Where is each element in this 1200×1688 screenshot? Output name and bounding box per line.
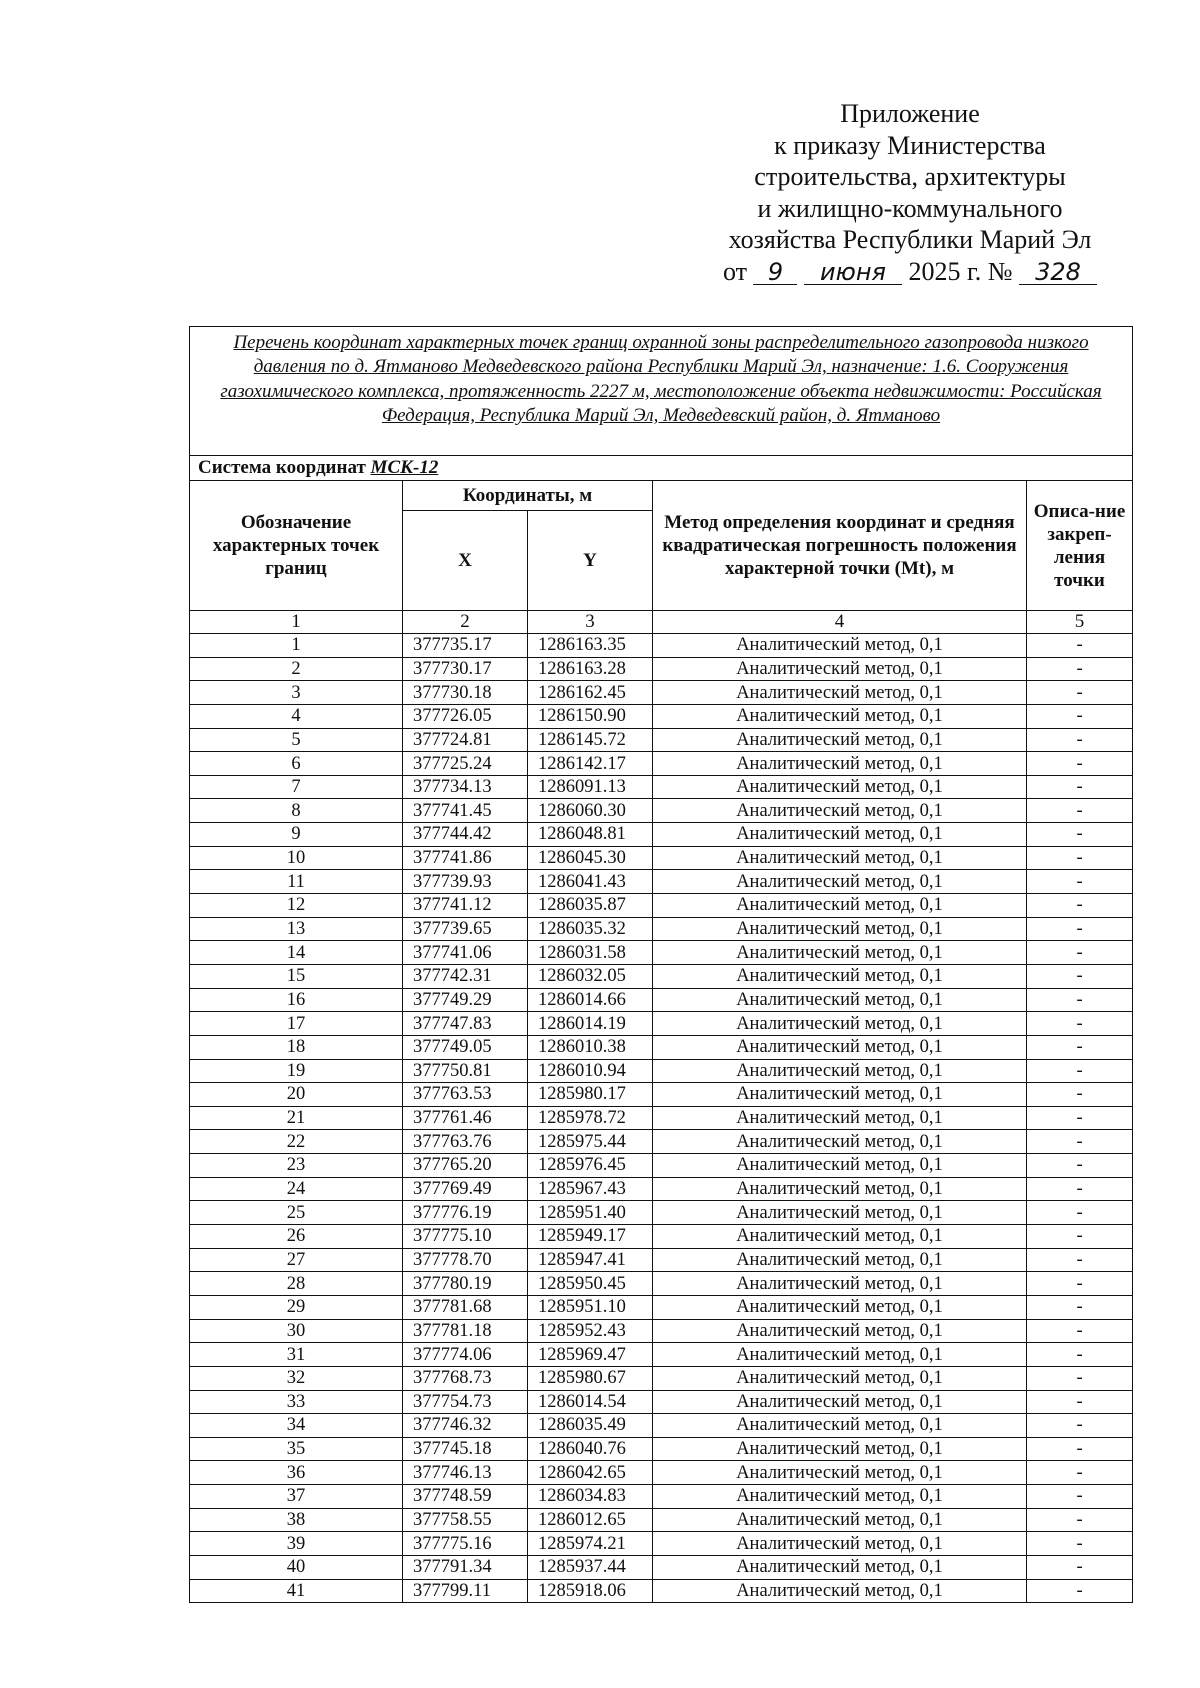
- y-coordinate-cell: 1286034.83: [528, 1485, 653, 1509]
- method-cell: Аналитический метод, 0,1: [653, 1508, 1027, 1532]
- y-coordinate-cell: 1286035.32: [528, 917, 653, 941]
- x-coordinate-cell: 377750.81: [403, 1059, 528, 1083]
- method-cell: Аналитический метод, 0,1: [653, 1201, 1027, 1225]
- table-row: [190, 1461, 1133, 1485]
- description-cell: -: [1027, 823, 1133, 847]
- x-coordinate-cell: 377744.42: [403, 823, 528, 847]
- order-date-line: [690, 256, 1130, 288]
- point-number-cell: 31: [190, 1343, 403, 1367]
- table-row: [190, 799, 1133, 823]
- y-coordinate-cell: 1286045.30: [528, 846, 653, 870]
- description-cell: -: [1027, 1083, 1133, 1107]
- point-number-cell: 38: [190, 1508, 403, 1532]
- description-cell: -: [1027, 1295, 1133, 1319]
- point-number-cell: 3: [190, 681, 403, 705]
- y-coordinate-cell: 1286035.49: [528, 1414, 653, 1438]
- table-row: [190, 1035, 1133, 1059]
- description-cell: -: [1027, 752, 1133, 776]
- description-cell: -: [1027, 1343, 1133, 1367]
- date-prefix: от: [722, 256, 747, 286]
- point-number-cell: 22: [190, 1130, 403, 1154]
- y-coordinate-cell: 1286040.76: [528, 1437, 653, 1461]
- x-coordinate-cell: 377791.34: [403, 1555, 528, 1579]
- handwritten-order-number: 328: [1019, 260, 1097, 285]
- handwritten-month: июня: [804, 260, 902, 285]
- table-row: [190, 846, 1133, 870]
- method-cell: Аналитический метод, 0,1: [653, 1106, 1027, 1130]
- point-number-cell: 40: [190, 1555, 403, 1579]
- point-number-cell: 25: [190, 1201, 403, 1225]
- date-year: 2025 г. №: [908, 256, 1013, 286]
- method-cell: Аналитический метод, 0,1: [653, 799, 1027, 823]
- coordinates-rows: [190, 634, 1133, 1603]
- x-coordinate-cell: 377775.16: [403, 1532, 528, 1556]
- description-cell: -: [1027, 964, 1133, 988]
- appendix-line: и жилищно-коммунального: [757, 193, 1063, 223]
- table-row: [190, 752, 1133, 776]
- x-coordinate-cell: 377775.10: [403, 1225, 528, 1249]
- table-row: [190, 988, 1133, 1012]
- x-coordinate-cell: 377749.05: [403, 1035, 528, 1059]
- y-coordinate-cell: 1285974.21: [528, 1532, 653, 1556]
- point-number-cell: 17: [190, 1012, 403, 1036]
- description-cell: -: [1027, 1390, 1133, 1414]
- method-cell: Аналитический метод, 0,1: [653, 1154, 1027, 1178]
- table-row: [190, 823, 1133, 847]
- method-cell: Аналитический метод, 0,1: [653, 1343, 1027, 1367]
- method-cell: Аналитический метод, 0,1: [653, 1485, 1027, 1509]
- method-cell: Аналитический метод, 0,1: [653, 964, 1027, 988]
- x-coordinate-cell: 377747.83: [403, 1012, 528, 1036]
- table-row: [190, 1201, 1133, 1225]
- method-cell: Аналитический метод, 0,1: [653, 1319, 1027, 1343]
- method-cell: Аналитический метод, 0,1: [653, 1437, 1027, 1461]
- point-number-cell: 18: [190, 1035, 403, 1059]
- description-cell: -: [1027, 846, 1133, 870]
- point-number-cell: 29: [190, 1295, 403, 1319]
- table-row: [190, 917, 1133, 941]
- x-coordinate-cell: 377739.93: [403, 870, 528, 894]
- description-cell: -: [1027, 657, 1133, 681]
- header-description: Описа-ние закреп-ления точки: [1027, 481, 1133, 611]
- x-coordinate-cell: 377746.32: [403, 1414, 528, 1438]
- y-coordinate-cell: 1286060.30: [528, 799, 653, 823]
- handwritten-day: 9: [753, 260, 797, 285]
- y-coordinate-cell: 1286012.65: [528, 1508, 653, 1532]
- description-cell: -: [1027, 634, 1133, 658]
- table-row: [190, 1532, 1133, 1556]
- x-coordinate-cell: 377768.73: [403, 1366, 528, 1390]
- description-cell: -: [1027, 1485, 1133, 1509]
- description-cell: -: [1027, 1035, 1133, 1059]
- description-cell: -: [1027, 1130, 1133, 1154]
- table-row: [190, 634, 1133, 658]
- method-cell: Аналитический метод, 0,1: [653, 1035, 1027, 1059]
- point-number-cell: 4: [190, 704, 403, 728]
- method-cell: Аналитический метод, 0,1: [653, 1272, 1027, 1296]
- x-coordinate-cell: 377730.18: [403, 681, 528, 705]
- x-coordinate-cell: 377741.45: [403, 799, 528, 823]
- table-row: [190, 1390, 1133, 1414]
- point-number-cell: 12: [190, 894, 403, 918]
- description-cell: -: [1027, 1248, 1133, 1272]
- header-coordinates: Координаты, м: [403, 481, 653, 511]
- point-number-cell: 5: [190, 728, 403, 752]
- column-number: 1: [190, 611, 403, 634]
- description-cell: -: [1027, 1225, 1133, 1249]
- y-coordinate-cell: 1285950.45: [528, 1272, 653, 1296]
- y-coordinate-cell: 1286162.45: [528, 681, 653, 705]
- x-coordinate-cell: 377724.81: [403, 728, 528, 752]
- x-coordinate-cell: 377745.18: [403, 1437, 528, 1461]
- point-number-cell: 28: [190, 1272, 403, 1296]
- point-number-cell: 11: [190, 870, 403, 894]
- point-number-cell: 24: [190, 1177, 403, 1201]
- y-coordinate-cell: 1286041.43: [528, 870, 653, 894]
- x-coordinate-cell: 377778.70: [403, 1248, 528, 1272]
- description-cell: -: [1027, 775, 1133, 799]
- method-cell: Аналитический метод, 0,1: [653, 1461, 1027, 1485]
- x-coordinate-cell: 377725.24: [403, 752, 528, 776]
- table-row: [190, 1130, 1133, 1154]
- y-coordinate-cell: 1285951.10: [528, 1295, 653, 1319]
- point-number-cell: 37: [190, 1485, 403, 1509]
- table-row: [190, 1508, 1133, 1532]
- y-coordinate-cell: 1286031.58: [528, 941, 653, 965]
- x-coordinate-cell: 377748.59: [403, 1485, 528, 1509]
- y-coordinate-cell: 1286014.54: [528, 1390, 653, 1414]
- point-number-cell: 14: [190, 941, 403, 965]
- description-cell: -: [1027, 1461, 1133, 1485]
- point-number-cell: 41: [190, 1579, 403, 1603]
- x-coordinate-cell: 377776.19: [403, 1201, 528, 1225]
- point-number-cell: 7: [190, 775, 403, 799]
- y-coordinate-cell: 1286142.17: [528, 752, 653, 776]
- coordinate-system-label: Система координат: [198, 457, 366, 478]
- y-coordinate-cell: 1285969.47: [528, 1343, 653, 1367]
- coordinate-system-value: МСК-12: [370, 457, 439, 478]
- table-row: [190, 1012, 1133, 1036]
- description-cell: -: [1027, 1414, 1133, 1438]
- y-coordinate-cell: 1285949.17: [528, 1225, 653, 1249]
- point-number-cell: 2: [190, 657, 403, 681]
- column-number-row: [190, 611, 1133, 634]
- point-number-cell: 27: [190, 1248, 403, 1272]
- point-number-cell: 9: [190, 823, 403, 847]
- table-row: [190, 1083, 1133, 1107]
- description-cell: -: [1027, 1012, 1133, 1036]
- x-coordinate-cell: 377799.11: [403, 1579, 528, 1603]
- method-cell: Аналитический метод, 0,1: [653, 894, 1027, 918]
- point-number-cell: 13: [190, 917, 403, 941]
- x-coordinate-cell: 377742.31: [403, 964, 528, 988]
- point-number-cell: 15: [190, 964, 403, 988]
- method-cell: Аналитический метод, 0,1: [653, 1130, 1027, 1154]
- table-row: [190, 1272, 1133, 1296]
- description-cell: -: [1027, 704, 1133, 728]
- x-coordinate-cell: 377741.12: [403, 894, 528, 918]
- appendix-line: строительства, архитектуры: [754, 162, 1066, 191]
- y-coordinate-cell: 1286010.38: [528, 1035, 653, 1059]
- coordinates-table: [189, 326, 1133, 1603]
- description-cell: -: [1027, 1201, 1133, 1225]
- y-coordinate-cell: 1285947.41: [528, 1248, 653, 1272]
- description-cell: -: [1027, 728, 1133, 752]
- table-row: [190, 1579, 1133, 1603]
- method-cell: Аналитический метод, 0,1: [653, 634, 1027, 658]
- x-coordinate-cell: 377781.18: [403, 1319, 528, 1343]
- description-cell: -: [1027, 1177, 1133, 1201]
- x-coordinate-cell: 377763.53: [403, 1083, 528, 1107]
- x-coordinate-cell: 377730.17: [403, 657, 528, 681]
- y-coordinate-cell: 1285951.40: [528, 1201, 653, 1225]
- table-row: [190, 1414, 1133, 1438]
- column-number: 5: [1027, 611, 1133, 634]
- x-coordinate-cell: 377765.20: [403, 1154, 528, 1178]
- header-method: Метод определения координат и средняя квадратическая погрешность положения характерной точки (Mt), м: [653, 481, 1027, 611]
- table-row: [190, 894, 1133, 918]
- point-number-cell: 6: [190, 752, 403, 776]
- table-row: [190, 941, 1133, 965]
- appendix-line: к приказу Министерства: [774, 130, 1046, 160]
- method-cell: Аналитический метод, 0,1: [653, 1177, 1027, 1201]
- y-coordinate-cell: 1286163.35: [528, 634, 653, 658]
- table-row: [190, 1154, 1133, 1178]
- x-coordinate-cell: 377749.29: [403, 988, 528, 1012]
- description-cell: -: [1027, 1154, 1133, 1178]
- table-row: [190, 1437, 1133, 1461]
- table-row: [190, 704, 1133, 728]
- method-cell: Аналитический метод, 0,1: [653, 988, 1027, 1012]
- y-coordinate-cell: 1286163.28: [528, 657, 653, 681]
- x-coordinate-cell: 377741.86: [403, 846, 528, 870]
- x-coordinate-cell: 377741.06: [403, 941, 528, 965]
- description-cell: -: [1027, 1272, 1133, 1296]
- point-number-cell: 32: [190, 1366, 403, 1390]
- column-number: 3: [528, 611, 653, 634]
- y-coordinate-cell: 1286091.13: [528, 775, 653, 799]
- x-coordinate-cell: 377781.68: [403, 1295, 528, 1319]
- y-coordinate-cell: 1286048.81: [528, 823, 653, 847]
- description-cell: -: [1027, 988, 1133, 1012]
- table-row: [190, 1106, 1133, 1130]
- description-cell: -: [1027, 1532, 1133, 1556]
- method-cell: Аналитический метод, 0,1: [653, 941, 1027, 965]
- y-coordinate-cell: 1285975.44: [528, 1130, 653, 1154]
- point-number-cell: 23: [190, 1154, 403, 1178]
- description-cell: -: [1027, 917, 1133, 941]
- x-coordinate-cell: 377734.13: [403, 775, 528, 799]
- description-cell: -: [1027, 870, 1133, 894]
- appendix-line: хозяйства Республики Марий Эл: [728, 225, 1092, 254]
- y-coordinate-cell: 1286010.94: [528, 1059, 653, 1083]
- appendix-line: Приложение: [840, 99, 980, 128]
- point-number-cell: 36: [190, 1461, 403, 1485]
- description-cell: -: [1027, 1508, 1133, 1532]
- table-row: [190, 728, 1133, 752]
- method-cell: Аналитический метод, 0,1: [653, 1248, 1027, 1272]
- table-row: [190, 964, 1133, 988]
- point-number-cell: 19: [190, 1059, 403, 1083]
- method-cell: Аналитический метод, 0,1: [653, 1295, 1027, 1319]
- point-number-cell: 1: [190, 634, 403, 658]
- table-row: [190, 681, 1133, 705]
- x-coordinate-cell: 377769.49: [403, 1177, 528, 1201]
- table-row: [190, 657, 1133, 681]
- method-cell: Аналитический метод, 0,1: [653, 657, 1027, 681]
- y-coordinate-cell: 1285967.43: [528, 1177, 653, 1201]
- y-coordinate-cell: 1285937.44: [528, 1555, 653, 1579]
- method-cell: Аналитический метод, 0,1: [653, 775, 1027, 799]
- x-coordinate-cell: 377746.13: [403, 1461, 528, 1485]
- table-row: [190, 1555, 1133, 1579]
- x-coordinate-cell: 377763.76: [403, 1130, 528, 1154]
- point-number-cell: 33: [190, 1390, 403, 1414]
- table-title: Перечень координат характерных точек границ охранной зоны распределительного газопровода низкого давления по д. Ятманово Медведевского района Республики Марий Эл, назначение: 1.6. Сооружения газохимического комплекса, протяженность 2227 м, местоположение объекта недвижимости: Российская Федерация, Республика Марий Эл, Медведевский район, д. Ятманово: [190, 327, 1133, 456]
- method-cell: Аналитический метод, 0,1: [653, 728, 1027, 752]
- table-row: [190, 1225, 1133, 1249]
- table-row: [190, 1366, 1133, 1390]
- x-coordinate-cell: 377761.46: [403, 1106, 528, 1130]
- x-coordinate-cell: 377739.65: [403, 917, 528, 941]
- description-cell: -: [1027, 1366, 1133, 1390]
- method-cell: Аналитический метод, 0,1: [653, 1390, 1027, 1414]
- coordinate-system-row: [190, 456, 1133, 481]
- table-row: [190, 1248, 1133, 1272]
- table-row: [190, 1485, 1133, 1509]
- x-coordinate-cell: 377780.19: [403, 1272, 528, 1296]
- table-row: [190, 870, 1133, 894]
- y-coordinate-cell: 1285918.06: [528, 1579, 653, 1603]
- table-row: [190, 1343, 1133, 1367]
- y-coordinate-cell: 1286032.05: [528, 964, 653, 988]
- y-coordinate-cell: 1286014.66: [528, 988, 653, 1012]
- column-number: 4: [653, 611, 1027, 634]
- description-cell: -: [1027, 941, 1133, 965]
- method-cell: Аналитический метод, 0,1: [653, 1012, 1027, 1036]
- method-cell: Аналитический метод, 0,1: [653, 1059, 1027, 1083]
- header-points: Обозначение характерных точек границ: [190, 481, 403, 611]
- y-coordinate-cell: 1285978.72: [528, 1106, 653, 1130]
- method-cell: Аналитический метод, 0,1: [653, 1555, 1027, 1579]
- y-coordinate-cell: 1285952.43: [528, 1319, 653, 1343]
- table-row: [190, 1059, 1133, 1083]
- description-cell: -: [1027, 1319, 1133, 1343]
- x-coordinate-cell: 377774.06: [403, 1343, 528, 1367]
- point-number-cell: 10: [190, 846, 403, 870]
- method-cell: Аналитический метод, 0,1: [653, 681, 1027, 705]
- table-row: [190, 1295, 1133, 1319]
- description-cell: -: [1027, 1059, 1133, 1083]
- point-number-cell: 26: [190, 1225, 403, 1249]
- method-cell: Аналитический метод, 0,1: [653, 846, 1027, 870]
- table-row: [190, 1177, 1133, 1201]
- table-row: [190, 775, 1133, 799]
- column-number: 2: [403, 611, 528, 634]
- appendix-heading: [690, 98, 1130, 287]
- y-coordinate-cell: 1286145.72: [528, 728, 653, 752]
- description-cell: -: [1027, 1106, 1133, 1130]
- method-cell: Аналитический метод, 0,1: [653, 917, 1027, 941]
- point-number-cell: 34: [190, 1414, 403, 1438]
- header-y: Y: [528, 511, 653, 611]
- x-coordinate-cell: 377754.73: [403, 1390, 528, 1414]
- y-coordinate-cell: 1286150.90: [528, 704, 653, 728]
- y-coordinate-cell: 1285976.45: [528, 1154, 653, 1178]
- description-cell: -: [1027, 1555, 1133, 1579]
- method-cell: Аналитический метод, 0,1: [653, 1414, 1027, 1438]
- point-number-cell: 39: [190, 1532, 403, 1556]
- description-cell: -: [1027, 1579, 1133, 1603]
- y-coordinate-cell: 1285980.67: [528, 1366, 653, 1390]
- method-cell: Аналитический метод, 0,1: [653, 1532, 1027, 1556]
- header-x: X: [403, 511, 528, 611]
- method-cell: Аналитический метод, 0,1: [653, 1579, 1027, 1603]
- method-cell: Аналитический метод, 0,1: [653, 1083, 1027, 1107]
- description-cell: -: [1027, 894, 1133, 918]
- x-coordinate-cell: 377758.55: [403, 1508, 528, 1532]
- y-coordinate-cell: 1286042.65: [528, 1461, 653, 1485]
- table-row: [190, 1319, 1133, 1343]
- y-coordinate-cell: 1285980.17: [528, 1083, 653, 1107]
- y-coordinate-cell: 1286035.87: [528, 894, 653, 918]
- point-number-cell: 21: [190, 1106, 403, 1130]
- method-cell: Аналитический метод, 0,1: [653, 870, 1027, 894]
- point-number-cell: 30: [190, 1319, 403, 1343]
- method-cell: Аналитический метод, 0,1: [653, 823, 1027, 847]
- description-cell: -: [1027, 681, 1133, 705]
- method-cell: Аналитический метод, 0,1: [653, 752, 1027, 776]
- x-coordinate-cell: 377735.17: [403, 634, 528, 658]
- y-coordinate-cell: 1286014.19: [528, 1012, 653, 1036]
- method-cell: Аналитический метод, 0,1: [653, 1366, 1027, 1390]
- point-number-cell: 8: [190, 799, 403, 823]
- point-number-cell: 20: [190, 1083, 403, 1107]
- point-number-cell: 35: [190, 1437, 403, 1461]
- x-coordinate-cell: 377726.05: [403, 704, 528, 728]
- description-cell: -: [1027, 1437, 1133, 1461]
- point-number-cell: 16: [190, 988, 403, 1012]
- description-cell: -: [1027, 799, 1133, 823]
- method-cell: Аналитический метод, 0,1: [653, 704, 1027, 728]
- method-cell: Аналитический метод, 0,1: [653, 1225, 1027, 1249]
